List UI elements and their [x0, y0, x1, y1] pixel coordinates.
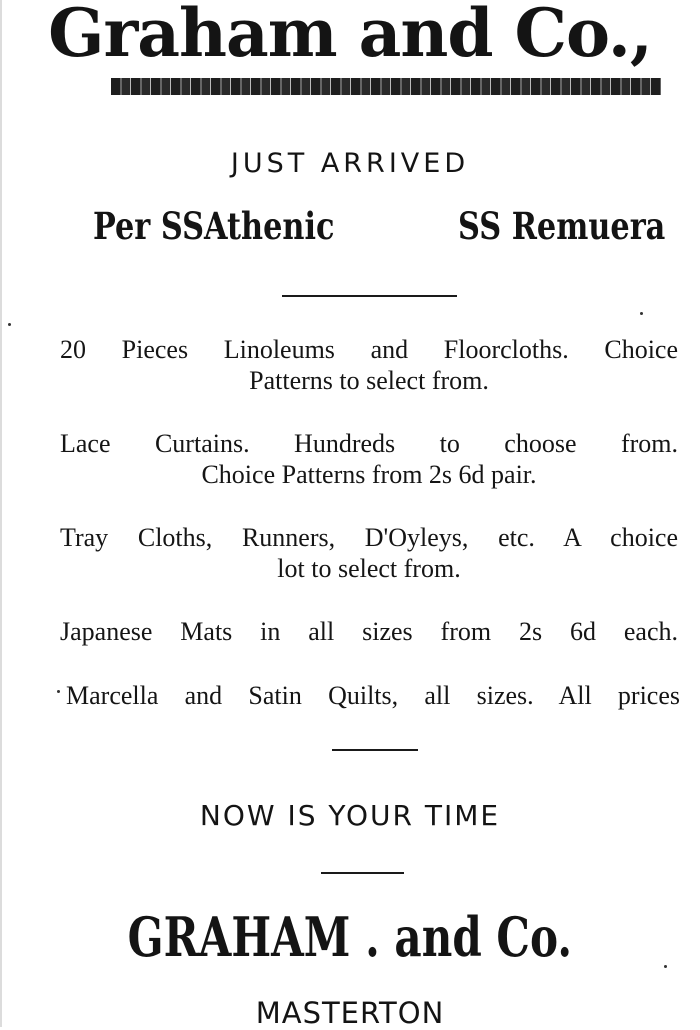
masthead-rule	[111, 78, 661, 95]
masthead-title: Graham and Co.,	[48, 0, 652, 72]
print-speck	[57, 690, 60, 693]
call-to-action: NOW IS YOUR TIME	[199, 799, 501, 832]
print-speck	[8, 323, 11, 326]
item-quilts	[66, 680, 680, 711]
just-arrived-heading: JUST ARRIVED	[230, 148, 470, 179]
item-line: Choice Patterns from 2s 6d pair.	[201, 460, 537, 489]
item-line: Tray Cloths, Runners, D'Oyleys, etc. A choice	[60, 523, 678, 552]
print-speck	[664, 965, 667, 968]
item-line: Marcella and Satin Quilts, all sizes. All prices	[66, 681, 680, 710]
item-tray-cloths	[60, 522, 678, 584]
item-linoleums	[60, 334, 678, 396]
section-divider	[321, 872, 404, 874]
section-divider	[332, 749, 418, 751]
item-line: Patterns to select from.	[249, 366, 489, 395]
item-lace-curtains	[60, 428, 678, 490]
item-line: Japanese Mats in all sizes from 2s 6d each.	[60, 617, 678, 646]
ship-athenic-label: Per SSAthenic	[93, 204, 335, 248]
section-divider	[282, 295, 457, 297]
item-line: Lace Curtains. Hundreds to choose from.	[60, 429, 678, 458]
footer-advertiser-name	[0, 905, 700, 969]
town-name: MASTERTON	[255, 996, 445, 1030]
item-japanese-mats	[60, 616, 678, 647]
item-line: 20 Pieces Linoleums and Floorcloths. Choice	[60, 335, 678, 364]
footer-advertiser-text: GRAHAM . and Co.	[127, 905, 573, 969]
print-speck	[640, 312, 643, 315]
ship-remuera-label: SS Remuera	[458, 204, 666, 248]
item-line: lot to select from.	[277, 554, 461, 583]
